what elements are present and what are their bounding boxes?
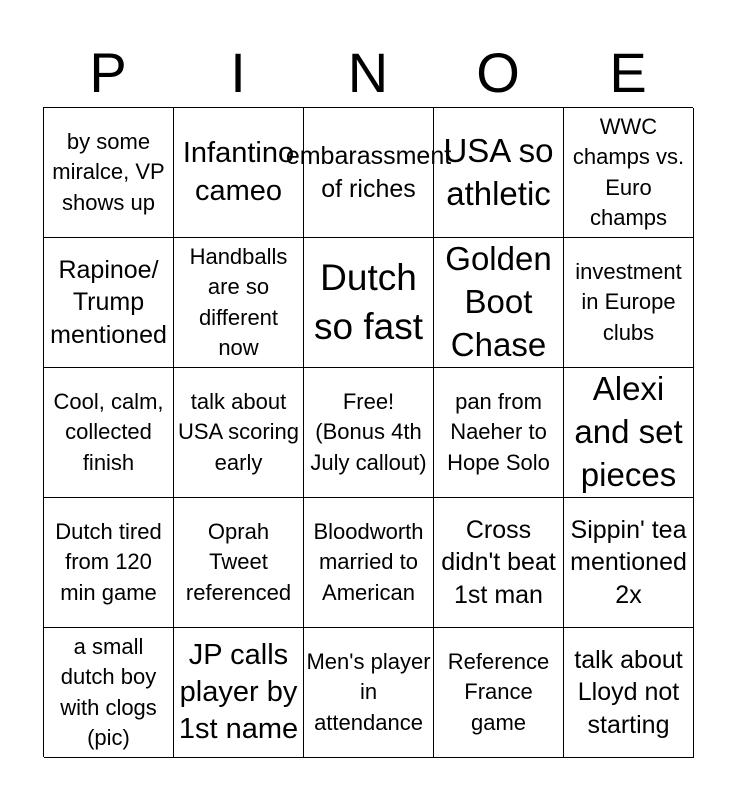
bingo-cell-free-space[interactable]: Free! (Bonus 4th July callout) xyxy=(304,368,434,498)
bingo-cell-r5c4[interactable]: Reference France game xyxy=(434,628,564,758)
bingo-cell-r5c3[interactable]: Men's player in attendance xyxy=(304,628,434,758)
bingo-cell-r1c3[interactable]: embarassment of riches xyxy=(304,108,434,238)
header-letter-e: E xyxy=(609,41,647,104)
bingo-cell-r5c2[interactable]: JP calls player by 1st name xyxy=(174,628,304,758)
bingo-cell-r2c2[interactable]: Handballs are so different now xyxy=(174,238,304,368)
bingo-cell-r4c5[interactable]: Sippin' tea mentioned 2x xyxy=(564,498,694,628)
bingo-cell-r1c2[interactable]: Infantino cameo xyxy=(174,108,304,238)
bingo-cell-r5c1[interactable]: a small dutch boy with clogs (pic) xyxy=(44,628,174,758)
bingo-cell-r2c5[interactable]: investment in Europe clubs xyxy=(564,238,694,368)
bingo-cell-r4c1[interactable]: Dutch tired from 120 min game xyxy=(44,498,174,628)
header-letter-n: N xyxy=(347,41,389,104)
header-letter-i: I xyxy=(230,41,246,104)
bingo-cell-r3c5[interactable]: Alexi and set pieces xyxy=(564,368,694,498)
bingo-cell-r4c3[interactable]: Bloodworth married to American xyxy=(304,498,434,628)
bingo-cell-r3c1[interactable]: Cool, calm, collected finish xyxy=(44,368,174,498)
bingo-cell-r3c4[interactable]: pan from Naeher to Hope Solo xyxy=(434,368,564,498)
bingo-cell-r3c2[interactable]: talk about USA scoring early xyxy=(174,368,304,498)
bingo-cell-r1c5[interactable]: WWC champs vs. Euro champs xyxy=(564,108,694,238)
bingo-cell-r5c5[interactable]: talk about Lloyd not starting xyxy=(564,628,694,758)
bingo-card-grid xyxy=(43,107,693,757)
bingo-header xyxy=(43,40,693,106)
bingo-cell-r4c2[interactable]: Oprah Tweet referenced xyxy=(174,498,304,628)
bingo-cell-r2c4[interactable]: Golden Boot Chase xyxy=(434,238,564,368)
bingo-cell-r1c4[interactable]: USA so athletic xyxy=(434,108,564,238)
bingo-cell-r1c1[interactable]: by some miralce, VP shows up xyxy=(44,108,174,238)
bingo-cell-r4c4[interactable]: Cross didn't beat 1st man xyxy=(434,498,564,628)
bingo-cell-r2c1[interactable]: Rapinoe/ Trump mentioned xyxy=(44,238,174,368)
header-letter-p: P xyxy=(89,41,127,104)
header-letter-o: O xyxy=(476,41,520,104)
bingo-cell-r2c3[interactable]: Dutch so fast xyxy=(304,238,434,368)
